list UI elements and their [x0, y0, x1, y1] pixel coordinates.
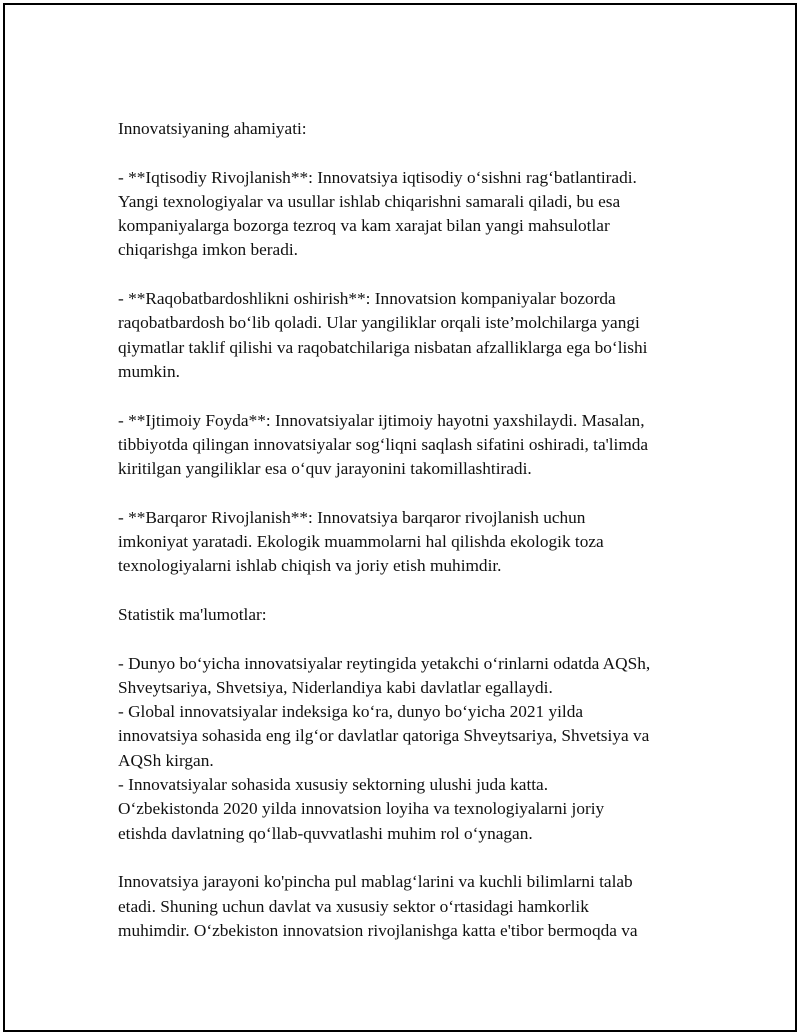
stats-line: O‘zbekistonda 2020 yilda innovatsion loyiha va texnologiyalarni joriy: [118, 799, 605, 819]
stats-line: AQSh kirgan.: [118, 750, 214, 770]
paragraph-economic-development: [118, 166, 718, 263]
paragraph-line: imkoniyat yaratadi. Ekologik muammolarni hal qilishda ekologik toza: [118, 532, 604, 552]
stats-heading-text: Statistik ma'lumotlar:: [118, 604, 267, 624]
paragraph-line: mumkin.: [118, 361, 180, 381]
paragraph-competitiveness: [118, 287, 718, 384]
stats-line: innovatsiya sohasida eng ilg‘or davlatlar qatoriga Shveytsariya, Shvetsiya va: [118, 726, 650, 746]
stats-line: etishda davlatning qo‘llab-quvvatlashi muhim rol o‘ynagan.: [118, 823, 533, 843]
paragraph-line: - **Raqobatbardoshlikni oshirish**: Innovatsion kompaniyalar bozorda: [118, 289, 616, 309]
paragraph-line: - **Ijtimoiy Foyda**: Innovatsiyalar ijtimoiy hayotni yaxshilaydi. Masalan,: [118, 410, 645, 430]
paragraph-social-benefit: [118, 409, 718, 482]
paragraph-line: kompaniyalarga bozorga tezroq va kam xarajat bilan yangi mahsulotlar: [118, 216, 610, 236]
paragraph-line: - **Iqtisodiy Rivojlanish**: Innovatsiya iqtisodiy o‘sishni rag‘batlantiradi.: [118, 167, 637, 187]
paragraph-line: qiymatlar taklif qilishi va raqobatchilariga nisbatan afzalliklarga ega bo‘lishi: [118, 337, 648, 357]
closing-line: muhimdir. O‘zbekiston innovatsion rivojlanishga katta e'tibor bermoqda va: [118, 920, 638, 940]
closing-line: Innovatsiya jarayoni ko'pincha pul mablag‘larini va kuchli bilimlarni talab: [118, 872, 633, 892]
paragraph-line: - **Barqaror Rivojlanish**: Innovatsiya barqaror rivojlanish uchun: [118, 507, 586, 527]
stats-line: Shveytsariya, Shvetsiya, Niderlandiya kabi davlatlar egallaydi.: [118, 677, 553, 697]
paragraph-line: raqobatbardosh bo‘lib qoladi. Ular yangiliklar orqali iste’molchilarga yangi: [118, 313, 640, 333]
closing-paragraph: [118, 870, 718, 943]
stats-line: - Global innovatsiyalar indeksiga ko‘ra, dunyo bo‘yicha 2021 yilda: [118, 702, 584, 722]
paragraph-line: texnologiyalarni ishlab chiqish va joriy etish muhimdir.: [118, 556, 502, 576]
paragraph-line: kiritilgan yangiliklar esa o‘quv jarayonini takomillashtiradi.: [118, 459, 532, 479]
heading-text: Innovatsiyaning ahamiyati:: [118, 119, 307, 138]
stats-line: - Dunyo bo‘yicha innovatsiyalar reytingida yetakchi o‘rinlarni odatda AQSh,: [118, 653, 651, 673]
closing-line: etadi. Shuning uchun davlat va xususiy sektor o‘rtasidagi hamkorlik: [118, 896, 589, 916]
paragraph-line: tibbiyotda qilingan innovatsiyalar sog‘liqni saqlash sifatini oshiradi, ta'limda: [118, 434, 649, 454]
paragraph-line: Yangi texnologiyalar va usullar ishlab chiqarishni samarali qiladi, bu esa: [118, 191, 621, 211]
stats-list: [118, 652, 718, 846]
paragraph-line: chiqarishga imkon beradi.: [118, 240, 298, 260]
stats-line: - Innovatsiyalar sohasida xususiy sektorning ulushi juda katta.: [118, 775, 549, 795]
stats-heading: [118, 603, 718, 627]
section-heading: [118, 117, 718, 141]
document-body: [118, 117, 718, 967]
paragraph-sustainable-development: [118, 506, 718, 579]
